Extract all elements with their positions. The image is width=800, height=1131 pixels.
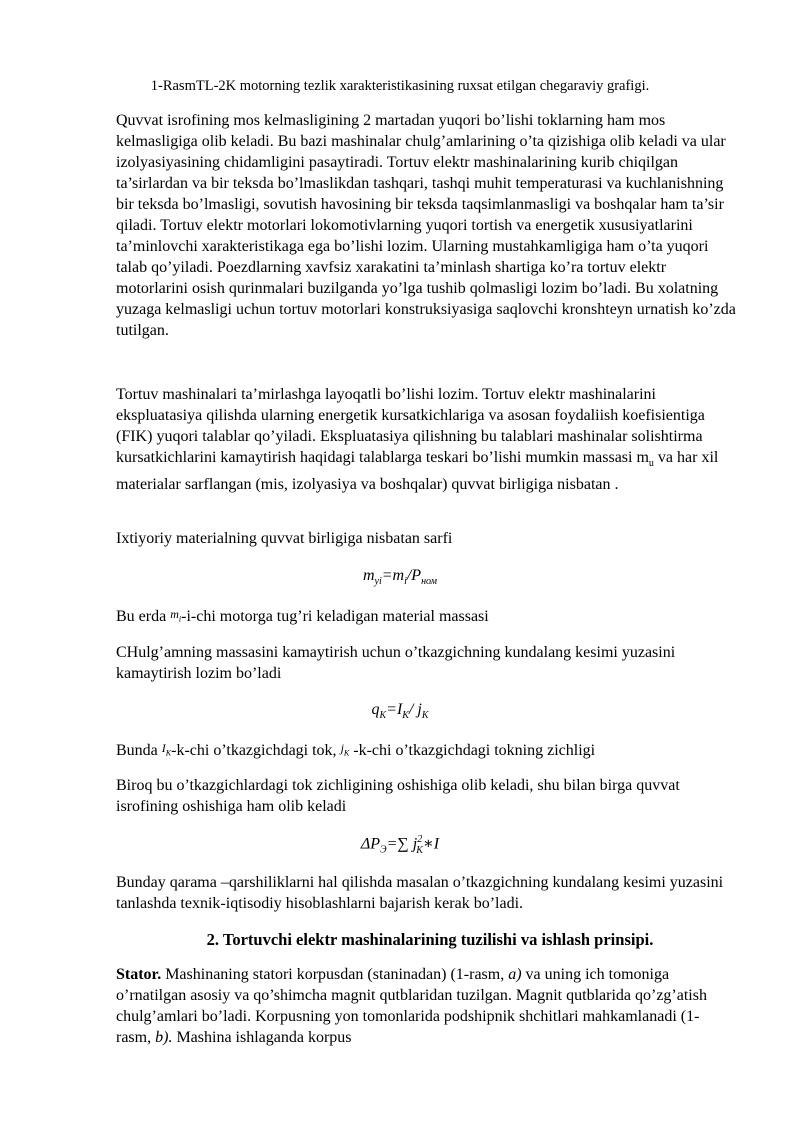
subscript: u — [648, 458, 654, 470]
paragraph-tradeoff: Bunday qarama –qarshiliklarni hal qilishda masalan o’tkazgichning kundalang kesimi yuzasini tanlashda texnik-iqtisodiy hisoblashlarni bajarish kerak bo’ladi. — [116, 874, 724, 912]
paragraph-text: Tortuv mashinalari ta’mirlashga layoqatli bo’lishi lozim. Tortuv elektr mashinalarini ekspluatasiya qilishda ularning energetik kursatkichlariga va asosan foydaliish koefisientiga (FIK) yuqori talablar qo’yiladi. Ekspluatasiya qilishning bu talablari mashinalar solishtirma kursatkichlarini kamaytirish haqidagi talablarga teskari bo’lishi mumkin massasi m — [116, 386, 705, 466]
formula-part: =∑ j — [386, 835, 418, 853]
paragraph-text: Mashina ishlaganda korpus — [172, 1029, 352, 1046]
formula-part: ΔP — [360, 835, 381, 853]
paragraph-maintenance — [116, 384, 736, 495]
paragraph-winding-mass: CHulg’amning massasini kamaytirish uchun o’tkazgichning kundalang kesimi yuzasini kamaytirish lozim bo’ladi — [116, 644, 676, 682]
paragraph-text: Bunda — [116, 742, 162, 759]
paragraph-text: va har xil materialar sarflangan (mis, izolyasiya va boshqalar) quvvat birligiga nisbatan . — [116, 449, 719, 494]
formula-part: /P — [406, 567, 422, 584]
formula-part: =I — [386, 701, 403, 718]
figure-ref-a: a) — [508, 966, 522, 983]
formula-part: Э — [380, 844, 387, 856]
paragraph-text: va uning ich tomoniga o’rnatilgan asosiy va qo’shimcha magnit qutblaridan tuzilgan. Magnit qutblarida qo’zg’atish chulg’amlari bo’ladi. Korpusning yon tomonlarida podshipnik shchitlari mahkamlanadi (1- rasm, — [116, 966, 707, 1046]
symbol-j-k — [340, 741, 350, 758]
formula-part: ∗I — [422, 835, 440, 853]
formula-cross-section — [0, 700, 800, 726]
paragraph-text: Bu erda — [116, 608, 171, 625]
paragraph-material-ratio: Ixtiyoriy materialning quvvat birligiga nisbatan sarfi — [116, 530, 453, 547]
figure-caption: 1-RasmTL-2K motorning tezlik xarakteristikasining ruxsat etilgan chegaraviy grafigi. — [150, 78, 650, 94]
formula-part: =m — [381, 567, 405, 584]
paragraph-text: -k-chi o’tkazgichdagi tokning zichligi — [349, 742, 596, 759]
symbol-part: j — [340, 741, 344, 755]
figure-ref-b: b). — [155, 1029, 173, 1046]
paragraph-power-loss: Quvvat isrofining mos kelmasligining 2 martadan yuqori bo’lishi toklarning ham mos kelmasligiga olib keladi. Bu bazi mashinalar chulg’amlarining o’ta qizishiga olib keladi va ular izolyasiyasining chidamligini pasaytiradi. Tortuv elektr mashinalarining kurib chiqilgan ta’sirlardan va bir teksda bo’lmaslikdan tashqari, tashqi muhit temperaturasi va kuchlanishning bir teksda bo’lmasligi, sovutish havosining bir teksda taqsimlanmasligi va boshqalar ham ta’sir qiladi. Tortuv elektr motorlari lokomotivlarning yuqori tortish va energetik xususiyatlarini ta’minlovchi xarakteristikaga ega bo’lishi lozim. Ularning mustahkamligiga ham o’ta yuqori talab qo’yiladi. Poezdlarning xavfsiz xarakatini ta’minlash shartiga ko’ra tortuv elektr motorlarini osish qurinmalari buzilganda yo’lga tushib qolmasligi lozim bo’ladi. Bu xolatning yuzaga kelmasligi uchun tortuv motorlari konstruksiyasiga saqlovchi kronshteyn urnatish ko’zda tutilgan. — [116, 112, 736, 339]
formula-part: m — [362, 567, 375, 584]
formula-part: i — [404, 576, 407, 588]
formula-power-loss — [0, 830, 800, 861]
formula-part: q — [371, 701, 380, 718]
symbol-part: I — [161, 741, 166, 755]
section-heading: 2. Tortuvchi elektr mashinalarining tuzilishi va ishlash prinsipi. — [206, 930, 654, 949]
formula-part: K — [416, 844, 423, 856]
symbol-part: K — [165, 748, 172, 758]
symbol-i-k — [161, 741, 172, 758]
symbol-part: K — [343, 748, 350, 758]
symbol-part: i — [178, 614, 182, 624]
formula-part: K — [379, 710, 387, 722]
formula-part: K — [402, 710, 409, 722]
formula-specific-mass — [0, 566, 800, 592]
formula-part: / j — [408, 701, 422, 718]
paragraph-text: -k-chi o’tkazgichdagi tok, — [171, 742, 341, 759]
stator-label: Stator. — [116, 966, 162, 983]
paragraph-current-definition — [116, 738, 736, 763]
formula-part: ном — [421, 576, 438, 588]
formula-part: 2 — [417, 834, 423, 845]
formula-part: K — [421, 710, 429, 722]
paragraph-text: -i-chi motorga tug’ri keladigan material massasi — [181, 608, 489, 625]
paragraph-stator — [116, 964, 736, 1048]
symbol-m-i — [170, 607, 182, 624]
paragraph-current-density: Biroq bu o’tkazgichlardagi tok zichligining oshishiga olib keladi, shu bilan birga quvvat isrofining oshishiga ham olib keladi — [116, 777, 680, 815]
symbol-part: m — [170, 607, 179, 621]
paragraph-mass-definition — [116, 604, 736, 629]
formula-part: yi — [374, 576, 382, 588]
paragraph-text: Mashinaning statori korpusdan (staninadan) (1-rasm, — [161, 966, 509, 983]
